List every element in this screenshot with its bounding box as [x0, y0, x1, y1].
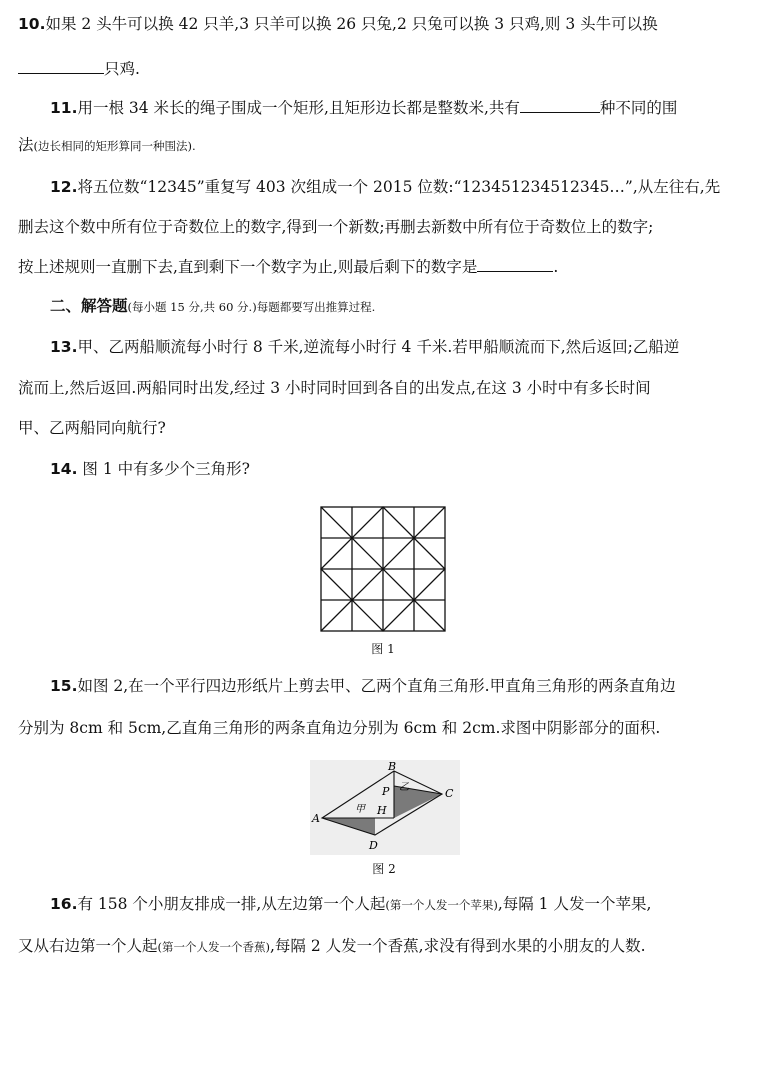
- q11-number: 11.: [50, 99, 78, 117]
- fig2-label-b: B: [388, 760, 397, 773]
- q15-line2: [18, 717, 750, 739]
- q11-text-main: 法: [18, 136, 34, 154]
- q10-answer-blank: [18, 57, 104, 74]
- q10-tail: 只鸡.: [104, 60, 140, 78]
- q16-text1-post: ,每隔 1 人发一个苹果,: [497, 895, 652, 913]
- fig2-label-h: H: [377, 804, 387, 817]
- q12-line2: [18, 216, 750, 238]
- q12-text3-pre: 按上述规则一直删下去,直到剩下一个数字为止,则最后剩下的数字是: [18, 258, 478, 276]
- figure-2-parallelogram: [310, 760, 460, 855]
- q16-line2: [18, 935, 750, 958]
- q10-line1: [18, 13, 750, 35]
- fig2-label-yi: 乙: [399, 782, 409, 793]
- section2-note: (每小题 15 分,共 60 分.)每题都要写出推算过程.: [127, 300, 376, 314]
- q13-line2: [18, 377, 750, 399]
- q10-line2: [18, 57, 750, 80]
- q13-number: 13.: [50, 338, 78, 356]
- q11-line1: [18, 96, 750, 119]
- q16-note1: (第一个人发一个苹果): [385, 898, 498, 912]
- q11-text-post: 种不同的围: [599, 99, 678, 117]
- section2-heading: [18, 295, 750, 318]
- q16-text2-pre: 又从右边第一个人起: [18, 937, 158, 955]
- q14-text: 图 1 中有多少个三角形?: [82, 460, 250, 478]
- figure-1-caption: 图 1: [371, 642, 395, 656]
- q16-note2: (第一个人发一个香蕉): [157, 940, 270, 954]
- figure-2-caption: 图 2: [372, 862, 396, 876]
- q13-text3: 甲、乙两船同向航行?: [18, 419, 166, 437]
- q15-number: 15.: [50, 677, 78, 695]
- q13-line1: [18, 336, 750, 358]
- q11-answer-blank: [520, 96, 600, 113]
- fig2-label-c: C: [445, 787, 454, 800]
- q16-text2-post: ,每隔 2 人发一个香蕉,求没有得到水果的小朋友的人数.: [270, 937, 646, 955]
- q12-answer-blank: [477, 255, 553, 272]
- q12-line3: [18, 255, 750, 278]
- q16-text1-pre: 有 158 个小朋友排成一排,从左边第一个人起: [77, 895, 386, 913]
- section2-title: 二、解答题: [50, 297, 128, 315]
- q16-line1: [18, 893, 750, 916]
- fig2-label-a: A: [312, 812, 320, 825]
- q13-line3: [18, 417, 750, 439]
- q10-text: 如果 2 头牛可以换 42 只羊,3 只羊可以换 26 只兔,2 只兔可以换 3 只鸡,则 3 头牛可以换: [45, 15, 658, 33]
- q12-text1: 将五位数“12345”重复写 403 次组成一个 2015 位数:“123451234512345…”,从左往右,先: [77, 178, 721, 196]
- q15-text2: 分别为 8cm 和 5cm,乙直角三角形的两条直角边分别为 6cm 和 2cm.求图中阴影部分的面积.: [18, 719, 661, 737]
- q10-number: 10.: [18, 15, 46, 33]
- q11-text-pre: 用一根 34 米长的绳子围成一个矩形,且矩形边长都是整数米,共有: [77, 99, 520, 117]
- q14-number: 14.: [50, 460, 78, 478]
- fig2-label-jia: 甲: [355, 804, 365, 815]
- q11-note: (边长相同的矩形算同一种围法).: [33, 139, 196, 153]
- q12-number: 12.: [50, 178, 78, 196]
- q12-line1: [18, 176, 750, 198]
- fig2-label-d: D: [369, 839, 378, 852]
- q15-text1: 如图 2,在一个平行四边形纸片上剪去甲、乙两个直角三角形.甲直角三角形的两条直角边: [77, 677, 676, 695]
- q13-text2: 流而上,然后返回.两船同时出发,经过 3 小时同时回到各自的出发点,在这 3 小时中有多长时间: [18, 379, 651, 397]
- q16-number: 16.: [50, 895, 78, 913]
- fig2-label-p: P: [382, 785, 390, 798]
- q11-line2: [18, 134, 750, 157]
- q12-text2: 删去这个数中所有位于奇数位上的数字,得到一个新数;再删去新数中所有位于奇数位上的数字;: [18, 218, 654, 236]
- figure-1-square-grid: [318, 504, 448, 634]
- q14-line1: [18, 458, 750, 480]
- q13-text1: 甲、乙两船顺流每小时行 8 千米,逆流每小时行 4 千米.若甲船顺流而下,然后返回;乙船逆: [77, 338, 680, 356]
- q12-text3-post: .: [553, 258, 559, 276]
- q15-line1: [18, 675, 750, 697]
